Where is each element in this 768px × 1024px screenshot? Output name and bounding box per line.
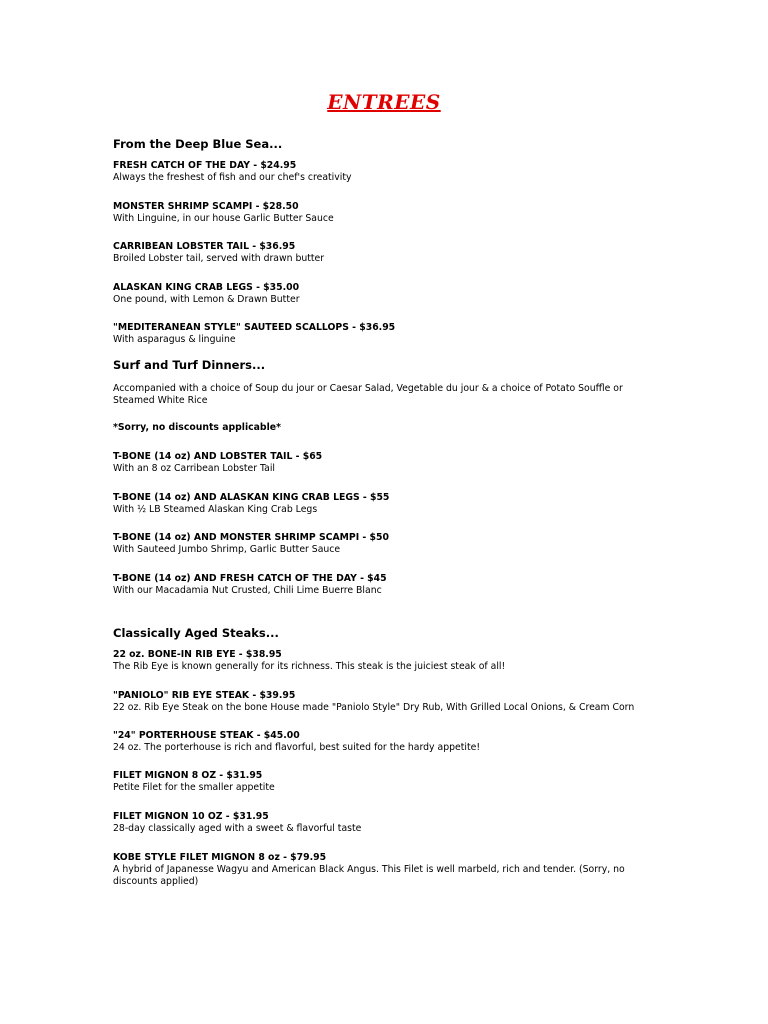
menu-item xyxy=(113,729,480,754)
item-description: A hybrid of Japanesse Wagyu and American Black Angus. This Filet is well marbeld, rich and tender. (Sorry, no discounts applied) xyxy=(113,864,625,887)
menu-item xyxy=(113,491,389,516)
item-description: With Sauteed Jumbo Shrimp, Garlic Butter Sauce xyxy=(113,544,341,555)
item-description: Broiled Lobster tail, served with drawn butter xyxy=(113,253,325,264)
menu-item xyxy=(113,769,275,794)
item-name: MONSTER SHRIMP SCAMPI - $28.50 xyxy=(113,201,299,212)
item-description: With our Macadamia Nut Crusted, Chili Lime Buerre Blanc xyxy=(113,585,382,596)
item-name: 22 oz. BONE-IN RIB EYE - $38.95 xyxy=(113,649,282,660)
item-description: 28-day classically aged with a sweet & flavorful taste xyxy=(113,823,362,834)
item-description: Always the freshest of fish and our chef's creativity xyxy=(113,172,352,183)
page-title: ENTREES xyxy=(327,90,441,114)
item-name: FILET MIGNON 10 OZ - $31.95 xyxy=(113,811,269,822)
item-description: The Rib Eye is known generally for its richness. This steak is the juiciest steak of all! xyxy=(113,661,506,672)
item-name: T-BONE (14 oz) AND FRESH CATCH OF THE DAY - $45 xyxy=(113,573,387,584)
item-name: KOBE STYLE FILET MIGNON 8 oz - $79.95 xyxy=(113,852,327,863)
item-name: ALASKAN KING CRAB LEGS - $35.00 xyxy=(113,282,300,293)
menu-item xyxy=(113,851,658,888)
item-name: "MEDITERANEAN STYLE" SAUTEED SCALLOPS - $36.95 xyxy=(113,322,396,333)
menu-item xyxy=(113,321,395,346)
item-description: With ½ LB Steamed Alaskan King Crab Legs xyxy=(113,504,318,515)
surf-turf-intro: Accompanied with a choice of Soup du jour or Caesar Salad, Vegetable du jour & a choice of Potato Souffle or Steamed White Rice xyxy=(113,383,623,406)
item-description: 24 oz. The porterhouse is rich and flavorful, best suited for the hardy appetite! xyxy=(113,742,481,753)
item-description: Petite Filet for the smaller appetite xyxy=(113,782,275,793)
menu-item xyxy=(113,200,334,225)
item-name: CARRIBEAN LOBSTER TAIL - $36.95 xyxy=(113,241,296,252)
menu-item xyxy=(113,159,352,184)
menu-item xyxy=(113,281,300,306)
item-name: FRESH CATCH OF THE DAY - $24.95 xyxy=(113,160,297,171)
menu-item xyxy=(113,648,505,673)
item-name: "PANIOLO" RIB EYE STEAK - $39.95 xyxy=(113,690,296,701)
section-heading-steaks: Classically Aged Steaks... xyxy=(113,626,279,640)
no-discount-note: *Sorry, no discounts applicable* xyxy=(113,422,281,433)
item-description: With asparagus & linguine xyxy=(113,334,236,345)
item-description: With an 8 oz Carribean Lobster Tail xyxy=(113,463,276,474)
section-heading-surf-turf: Surf and Turf Dinners... xyxy=(113,358,266,372)
item-description: 22 oz. Rib Eye Steak on the bone House made "Paniolo Style" Dry Rub, With Grilled Local Onions, & Cream Corn xyxy=(113,702,635,713)
item-description: With Linguine, in our house Garlic Butter Sauce xyxy=(113,213,334,224)
item-name: T-BONE (14 oz) AND ALASKAN KING CRAB LEGS - $55 xyxy=(113,492,390,503)
menu-item xyxy=(113,240,324,265)
section-heading-sea: From the Deep Blue Sea... xyxy=(113,137,283,151)
item-name: "24" PORTERHOUSE STEAK - $45.00 xyxy=(113,730,300,741)
menu-item xyxy=(113,689,634,714)
menu-item xyxy=(113,450,322,475)
menu-item xyxy=(113,572,387,597)
item-description: One pound, with Lemon & Drawn Butter xyxy=(113,294,300,305)
item-name: T-BONE (14 oz) AND LOBSTER TAIL - $65 xyxy=(113,451,323,462)
menu-item xyxy=(113,810,361,835)
item-name: T-BONE (14 oz) AND MONSTER SHRIMP SCAMPI - $50 xyxy=(113,532,389,543)
item-name: FILET MIGNON 8 OZ - $31.95 xyxy=(113,770,263,781)
menu-item xyxy=(113,531,389,556)
